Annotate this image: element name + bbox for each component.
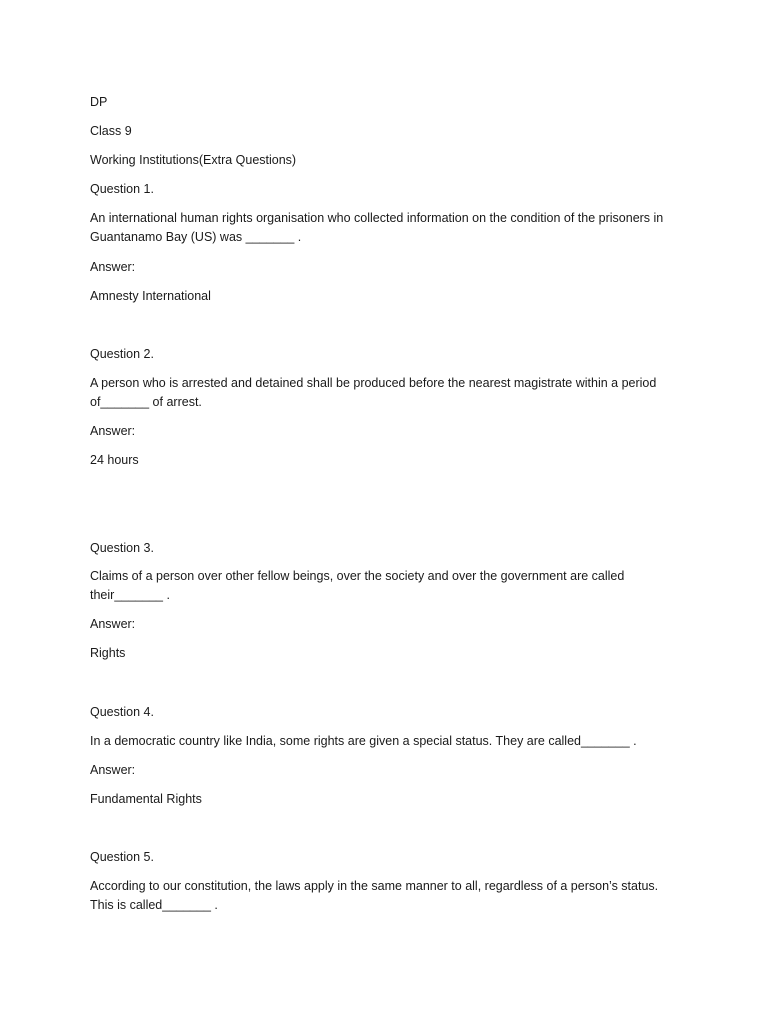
question-1-label: Question 1. [90,182,154,196]
question-5-label: Question 5. [90,850,154,864]
subject-heading: DP [90,95,108,109]
question-2-answer: 24 hours [90,453,139,467]
question-3-label: Question 3. [90,541,154,555]
question-4-answer: Fundamental Rights [90,792,202,806]
question-1-text: An international human rights organisation who collected information on the condition of the prisoners in Guantanamo Bay (US) was _______ . [90,211,664,244]
question-4-answer-label: Answer: [90,763,136,777]
question-5-text: According to our constitution, the laws apply in the same manner to all, regardless of a person’s status. This is called_______ . [90,879,659,912]
document-title: Working Institutions(Extra Questions) [90,153,297,167]
question-2-text: A person who is arrested and detained shall be produced before the nearest magistrate within a period of_______ of arrest. [90,376,657,409]
question-4-text: In a democratic country like India, some rights are given a special status. They are called_______ . [90,734,637,748]
question-1-answer: Amnesty International [90,289,211,303]
question-2-answer-label: Answer: [90,424,136,438]
question-3-answer-label: Answer: [90,617,136,631]
class-heading: Class 9 [90,124,132,138]
question-3-answer: Rights [90,646,126,660]
question-2-label: Question 2. [90,347,154,361]
question-1-answer-label: Answer: [90,260,136,274]
question-4-label: Question 4. [90,705,154,719]
question-3-text: Claims of a person over other fellow beings, over the society and over the government are called their_______ . [90,569,625,602]
